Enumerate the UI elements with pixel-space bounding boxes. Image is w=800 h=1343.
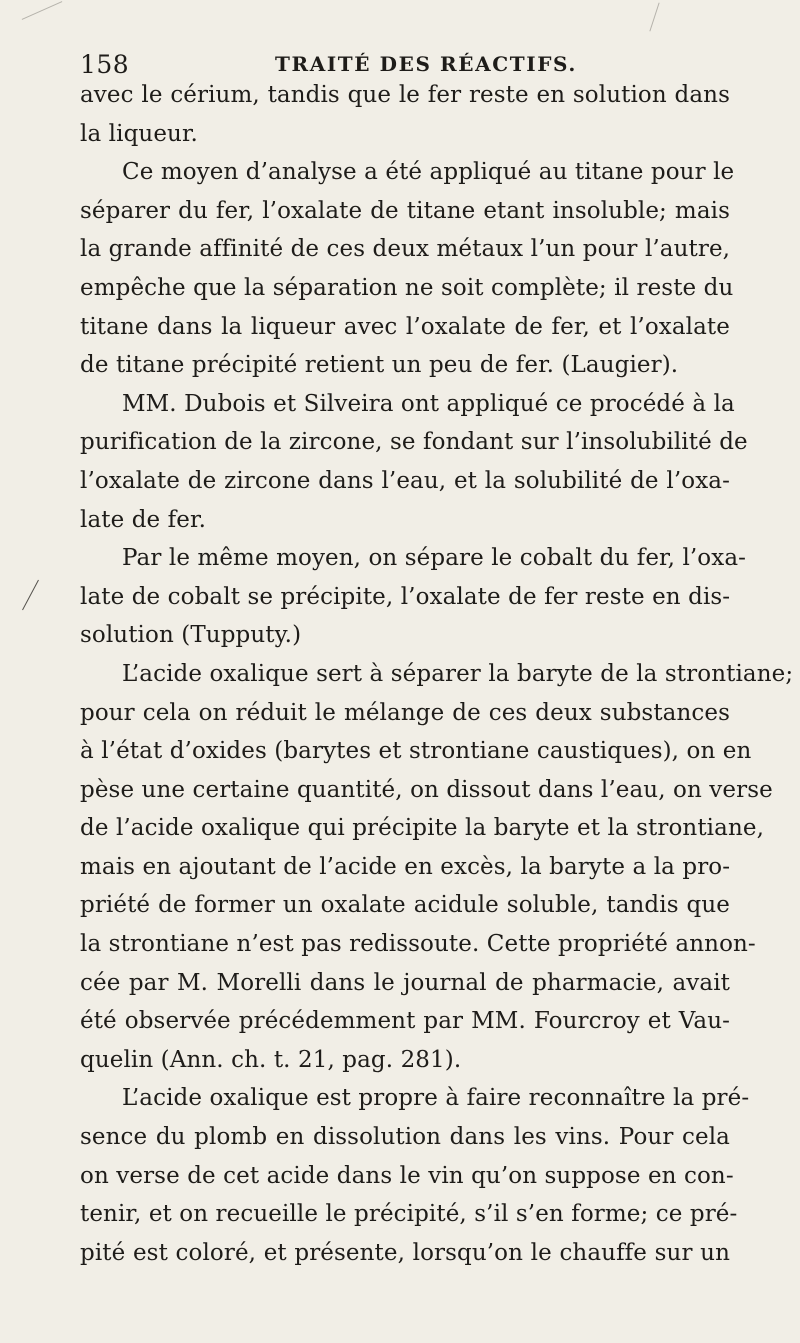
text-line: à l’état d’oxides (barytes et strontiane caustiques), on en (80, 738, 752, 765)
text-line: pour cela on réduit le mélange de ces deux substances (80, 699, 730, 726)
text-line: la strontiane n’est pas redissoute. Cette propriété annon- (80, 931, 756, 958)
text-line: tenir, et on recueille le précipité, s’il s’en forme; ce pré- (80, 1201, 738, 1228)
body-text (80, 76, 794, 1272)
text-line: de l’acide oxalique qui précipite la baryte et la strontiane, (80, 815, 764, 842)
paper-mark (649, 3, 659, 32)
text-line: empêche que la séparation ne soit complète; il reste du (80, 274, 734, 301)
text-line: avec le cérium, tandis que le fer reste en solution dans (80, 82, 730, 108)
text-line: solution (Tupputy.) (80, 622, 302, 649)
text-line: été observée précédemment par MM. Fourcroy et Vau- (80, 1008, 730, 1035)
text-line: quelin (Ann. ch. t. 21, pag. 281). (80, 1046, 462, 1073)
text-line: late de cobalt se précipite, l’oxalate de fer reste en dis- (80, 583, 731, 610)
margin-mark (22, 580, 39, 610)
text-line: cée par M. Morelli dans le journal de pharmacie, avait (80, 969, 730, 996)
text-line: la grande affinité de ces deux métaux l’un pour l’autre, (80, 236, 731, 263)
text-line: pité est coloré, et présente, lorsqu’on le chauffe sur un (80, 1239, 730, 1266)
text-line: sence du plomb en dissolution dans les vins. Pour cela (80, 1124, 730, 1151)
text-line: titane dans la liqueur avec l’oxalate de fer, et l’oxalate (80, 313, 730, 340)
text-line: on verse de cet acide dans le vin qu’on suppose en con- (80, 1162, 734, 1189)
paper-mark (22, 1, 63, 20)
text-line: late de fer. (80, 506, 206, 533)
text-line: Par le même moyen, on sépare le cobalt du fer, l’oxa- (122, 545, 747, 572)
text-line: MM. Dubois et Silveira ont appliqué ce procédé à la (122, 390, 735, 417)
text-line: Ce moyen d’analyse a été appliqué au titane pour le (122, 159, 735, 186)
page-number: 158 (80, 50, 130, 79)
text-line: L’acide oxalique sert à séparer la baryte de la strontiane; (122, 660, 794, 687)
text-line: séparer du fer, l’oxalate de titane etant insoluble; mais (80, 197, 730, 224)
text-line: de titane précipité retient un peu de fer. (Laugier). (80, 352, 679, 379)
text-line: priété de former un oxalate acidule soluble, tandis que (80, 892, 730, 919)
text-line: L’acide oxalique est propre à faire reconnaître la pré- (122, 1085, 750, 1112)
text-line: purification de la zircone, se fondant sur l’insolubilité de (80, 429, 748, 456)
text-line: mais en ajoutant de l’acide en excès, la baryte a la pro- (80, 853, 731, 880)
running-title: TRAITÉ DES RÉACTIFS. (275, 52, 577, 76)
text-line: pèse une certaine quantité, on dissout dans l’eau, on verse (80, 776, 773, 803)
text-line: la liqueur. (80, 120, 198, 147)
text-line: l’oxalate de zircone dans l’eau, et la solubilité de l’oxa- (80, 467, 730, 494)
